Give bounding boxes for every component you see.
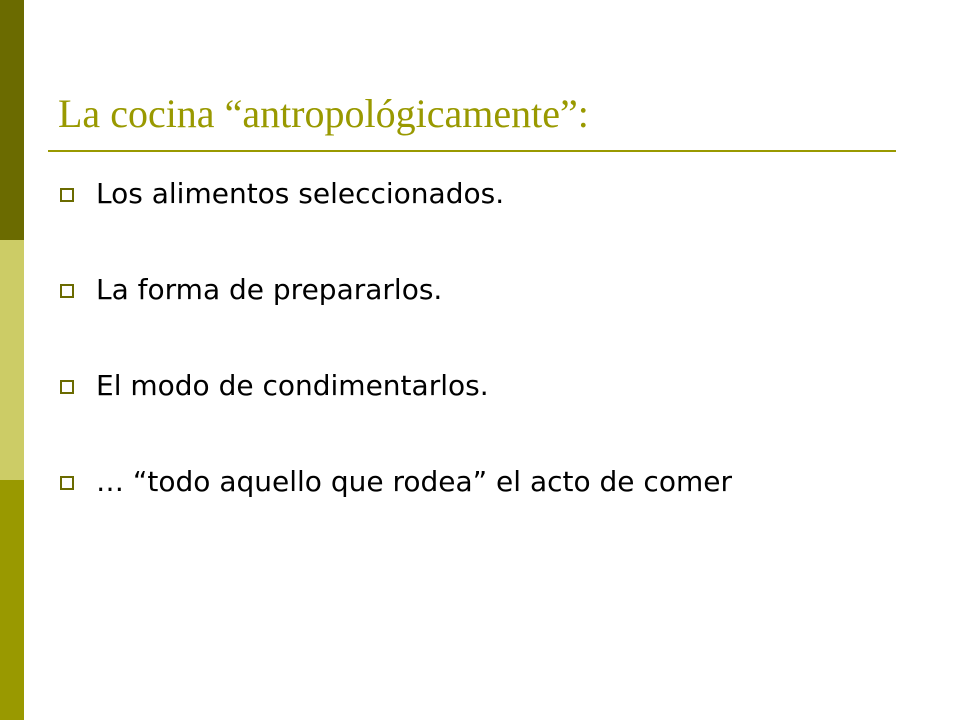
bullet-text: La forma de prepararlos. — [96, 273, 443, 306]
bullet-list — [58, 176, 898, 560]
slide-title: La cocina “antropológicamente”: — [58, 91, 589, 136]
side-bar-bottom-segment — [0, 480, 24, 720]
bullet-item — [58, 176, 898, 212]
side-bar-middle-segment — [0, 240, 24, 480]
square-bullet-icon — [60, 380, 74, 394]
bullet-item — [58, 368, 898, 404]
bullet-item — [58, 464, 898, 500]
side-accent-bar — [0, 0, 24, 720]
bullet-item — [58, 272, 898, 308]
square-bullet-icon — [60, 476, 74, 490]
bullet-text: … “todo aquello que rodea” el acto de comer — [96, 465, 732, 498]
bullet-text: Los alimentos seleccionados. — [96, 177, 505, 210]
bullet-text: El modo de condimentarlos. — [96, 369, 489, 402]
square-bullet-icon — [60, 188, 74, 202]
side-bar-top-segment — [0, 0, 24, 240]
square-bullet-icon — [60, 284, 74, 298]
title-underline — [48, 150, 896, 152]
